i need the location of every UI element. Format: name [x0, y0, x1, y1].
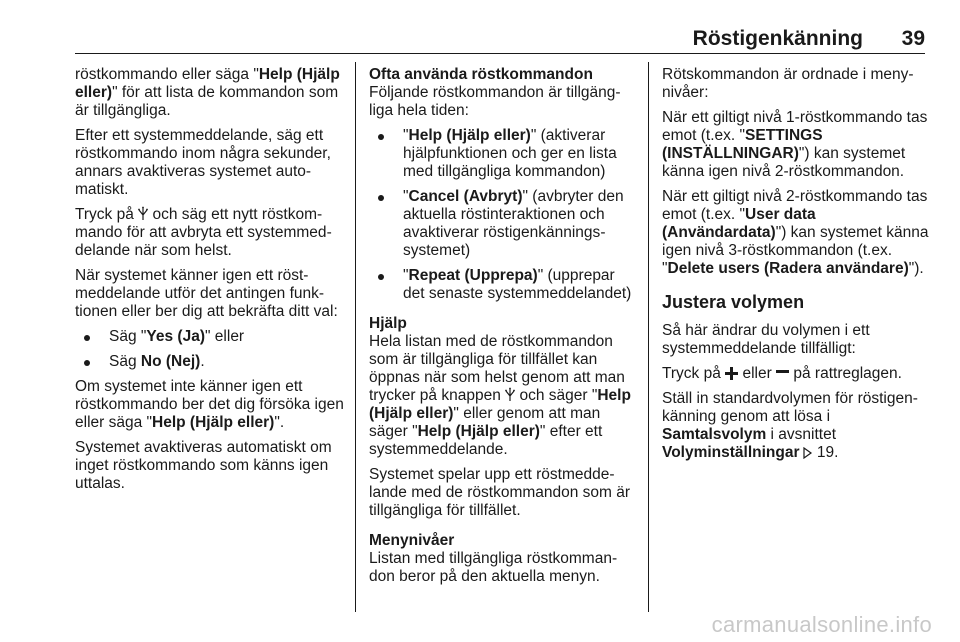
- section-heading: Ofta använda röstkommandon: [369, 66, 593, 83]
- paragraph: Listan med tillgängliga röstkommandon beror på den aktuella menyn.: [369, 550, 618, 585]
- watermark: carmanualsonline.info: [711, 612, 932, 637]
- list-item: Säg No (Nej).: [75, 353, 345, 371]
- header-rule: [75, 53, 925, 54]
- paragraph: Systemet avaktiveras automatiskt om inget röstkommando som känns igen uttalas.: [75, 439, 332, 492]
- paragraph: Efter ett systemmeddelande, säg ett röstkommando inom några sekunder, annars avaktiveras systemet automatiskt.: [75, 127, 331, 198]
- paragraph: Rötskommandon är ordnade i menynivåer:: [662, 66, 914, 101]
- bullet-list: [75, 328, 345, 371]
- minus-icon: [776, 367, 789, 380]
- voice-command-icon: [505, 387, 515, 402]
- list-item: Säg "Yes (Ja)" eller: [75, 328, 345, 346]
- column-divider-2: [648, 62, 649, 612]
- list-item: "Repeat (Upprepa)" (upprepar det senaste systemmeddelandet): [369, 267, 635, 303]
- page-title: Röstigenkänning: [692, 27, 863, 50]
- page-reference-icon: [803, 447, 813, 459]
- column-divider-1: [355, 62, 356, 612]
- bullet-list: [369, 127, 635, 303]
- paragraph: Hela listan med de röstkommandon som är tillgängliga för tillfället kan öppnas när som helst genom att man trycker på knappen och säger "Help (Hjälp eller)" eller genom att man säger "Help (Hjälp eller)" efter ett systemmeddelande.: [369, 333, 631, 458]
- page-header: [75, 27, 925, 53]
- column-3: [662, 66, 930, 469]
- subheading-help: Hjälp: [369, 315, 407, 332]
- paragraph: När systemet känner igen ett röstmeddelande utför det antingen funktionen eller ber dig att bekräfta ditt val:: [75, 267, 338, 320]
- paragraph: Tryck på eller på rattreglagen.: [662, 365, 902, 382]
- paragraph: Ställ in standardvolymen för röstigenkänning genom att lösa i Samtalsvolym i avsnittet Volyminställningar 19.: [662, 390, 918, 461]
- subheading-menu-levels: Menynivåer: [369, 532, 455, 549]
- column-1: [75, 66, 345, 500]
- column-2: [369, 66, 635, 593]
- plus-icon: [725, 367, 738, 380]
- paragraph: När ett giltigt nivå 2-röstkommando tas emot (t.ex. "User data (Användardata)") kan systemet känna igen nivå 3-röstkommandon (t.ex. "Delete users (Radera användare)").: [662, 188, 929, 277]
- paragraph: Om systemet inte känner igen ett röstkommando ber det dig försöka igen eller säga "Help (Hjälp eller)".: [75, 378, 344, 431]
- paragraph: När ett giltigt nivå 1-röstkommando tas emot (t.ex. "SETTINGS (INSTÄLLNINGAR)") kan systemet känna igen nivå 2-röstkommandon.: [662, 109, 928, 180]
- page-number: 39: [901, 27, 925, 50]
- paragraph: Systemet spelar upp ett röstmeddelande med de röstkommandon som är tillgängliga för tillfället.: [369, 466, 631, 519]
- paragraph: Tryck på och säg ett nytt röstkommando för att avbryta ett systemmeddelande när som helst.: [75, 206, 332, 259]
- paragraph: Följande röstkommandon är tillgängliga hela tiden:: [369, 84, 621, 119]
- voice-command-icon: [138, 206, 148, 221]
- paragraph: röstkommando eller säga "Help (Hjälp eller)" för att lista de kommandon som är tillgängliga.: [75, 66, 340, 119]
- paragraph: Så här ändrar du volymen i ett systemmeddelande tillfälligt:: [662, 322, 870, 357]
- list-item: "Help (Hjälp eller)" (aktiverar hjälpfunktionen och ger en lista med tillgängliga kommandon): [369, 127, 635, 181]
- list-item: "Cancel (Avbryt)" (avbryter den aktuella röstinteraktionen och avaktiverar röstigenkänningssystemet): [369, 188, 635, 260]
- section-heading-volume: Justera volymen: [662, 292, 805, 312]
